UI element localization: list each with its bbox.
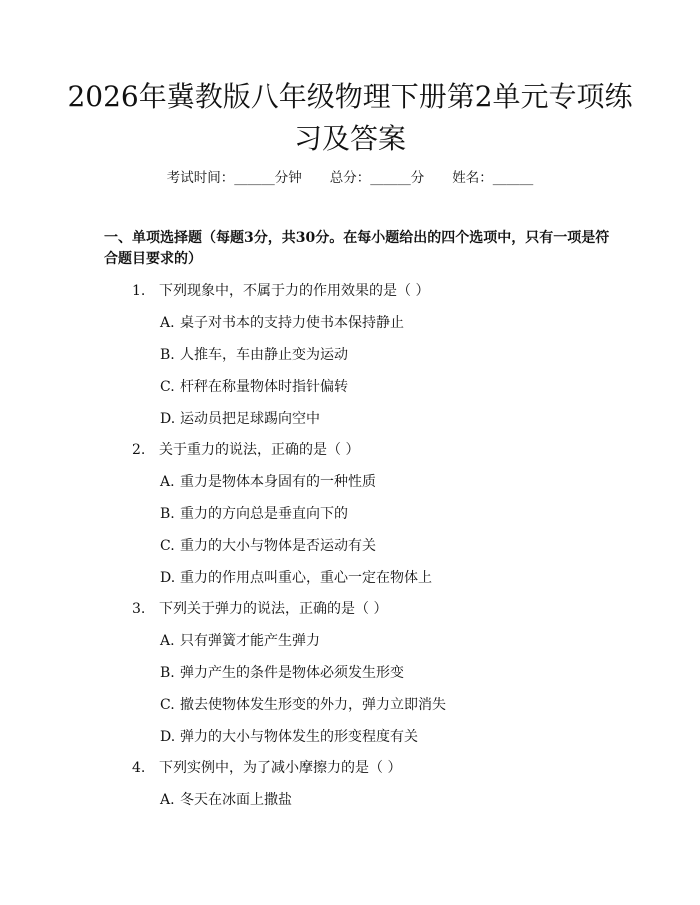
total-score-field: 总分：______分 [329,170,425,186]
question-3-option-c [160,695,446,715]
exam-time-field: 考试时间：______分钟 [166,170,302,186]
option-letter: D. [160,570,176,586]
option-text: 重力的作用点叫重心，重心一定在物体上 [180,570,432,586]
option-letter: B. [160,347,175,363]
document-title: 2026年冀教版八年级物理下册第2单元专项练习及答案 [67,80,633,155]
option-text: 运动员把足球踢向空中 [180,411,320,427]
question-2-option-a [160,472,376,492]
question-3-option-a [160,631,320,651]
question-1-option-a [160,313,404,333]
option-text: 弹力的大小与物体发生的形变程度有关 [180,729,418,745]
question-1-option-d [160,409,320,429]
option-letter: A. [160,633,175,649]
question-number: 4. [132,760,146,776]
question-number: 1. [132,283,146,299]
option-text: 重力是物体本身固有的一种性质 [180,474,376,490]
question-1-option-b [160,345,348,365]
option-letter: D. [160,411,176,427]
question-2 [132,440,359,460]
question-3 [132,599,387,619]
question-3-option-b [160,663,404,683]
option-text: 只有弹簧才能产生弹力 [180,633,320,649]
option-letter: A. [160,474,175,490]
question-1 [132,281,429,301]
question-stem: 下列现象中，不属于力的作用效果的是（ ） [159,283,430,299]
option-letter: A. [160,315,175,331]
question-number: 3. [132,601,146,617]
question-3-option-d [160,727,418,747]
option-letter: A. [160,792,175,808]
option-text: 撤去使物体发生形变的外力，弹力立即消失 [180,697,446,713]
option-text: 重力的方向总是垂直向下的 [180,506,348,522]
question-number: 2. [132,442,146,458]
option-text: 杆秤在称量物体时指针偏转 [180,379,348,395]
option-text: 冬天在冰面上撒盐 [180,792,292,808]
question-4 [132,758,401,778]
option-text: 桌子对书本的支持力使书本保持静止 [180,315,404,331]
option-text: 弹力产生的条件是物体必须发生形变 [180,665,404,681]
option-letter: D. [160,729,176,745]
option-text: 重力的大小与物体是否运动有关 [180,538,376,554]
question-stem: 下列关于弹力的说法，正确的是（ ） [159,601,388,617]
option-letter: C. [160,379,175,395]
option-letter: B. [160,665,175,681]
question-1-option-c [160,377,348,397]
option-letter: B. [160,506,175,522]
question-stem: 关于重力的说法，正确的是（ ） [159,442,360,458]
question-2-option-d [160,568,432,588]
question-4-option-a [160,790,292,810]
question-stem: 下列实例中，为了减小摩擦力的是（ ） [159,760,402,776]
question-2-option-c [160,536,376,556]
option-letter: C. [160,697,175,713]
student-name-field: 姓名：______ [452,170,534,186]
exam-info-line [0,168,700,188]
question-2-option-b [160,504,348,524]
option-letter: C. [160,538,175,554]
option-text: 人推车，车由静止变为运动 [180,347,348,363]
section-heading: 一、单项选择题（每题3分，共30分。在每小题给出的四个选项中，只有一项是符合题目要求的） [104,230,610,267]
